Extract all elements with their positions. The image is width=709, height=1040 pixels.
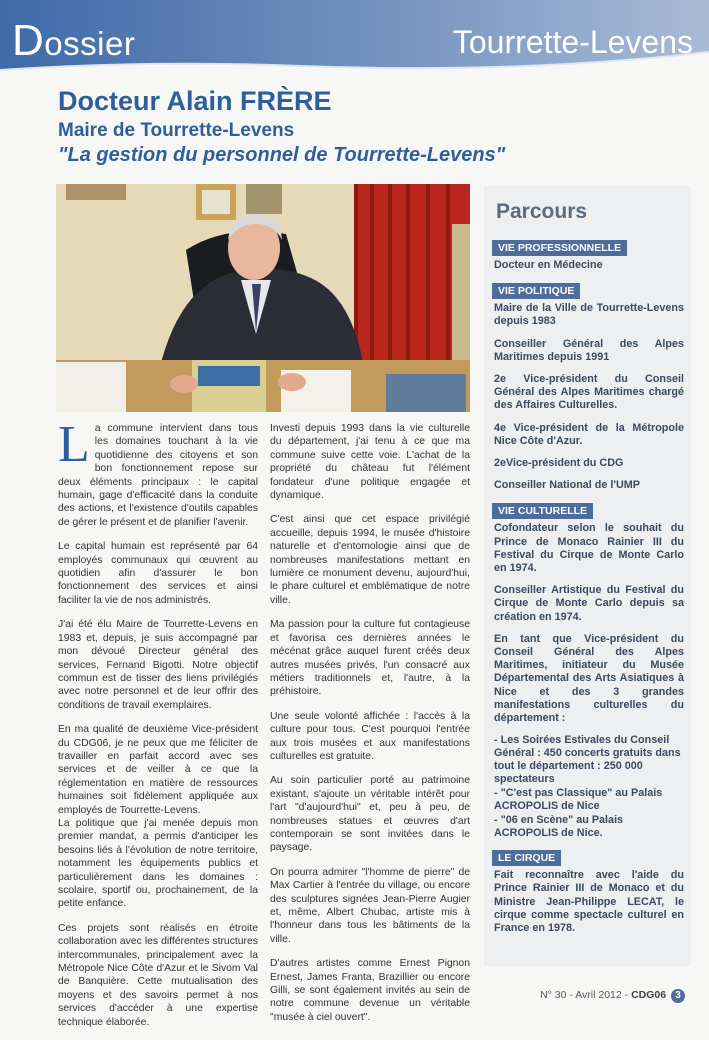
tag-vie-politique: VIE POLITIQUE [492,283,580,299]
sidebar-entry: 4e Vice-président de la Métropole Nice Côte d'Azur. [494,421,684,447]
tag-vie-culturelle: VIE CULTURELLE [492,503,593,519]
section-title: Tourrette-Levens [452,24,693,60]
page-footer [540,989,685,1003]
paragraph: Ces projets sont réalisés en étroite collaboration avec les différentes structures intercommunales, principalement avec la Métropole Nice Côte d'Azur et le Sivom Val de Banquière. Cette mutualisation des moyens et des savoirs permet à nos services d'accéder à une expertise technique élaborée. [58,922,258,1028]
issue-info: N° 30 - Avril 2012 - [540,989,629,1001]
sidebar-entry: Conseiller Artistique du Festival du Cirque de Monte Carlo depuis sa création en 1974. [494,584,684,623]
tag-vie-professionnelle: VIE PROFESSIONNELLE [492,240,627,256]
portrait-photo [56,184,470,412]
manifestations-list [494,734,684,840]
paragraph: Investi depuis 1993 dans la vie culturelle du département, j'ai tenu à ce que ma commune suive cette voie. L'achat de la propriété du château fut l'élément fondateur d'une politique engagée et dynamique. [270,423,470,502]
list-item: - Les Soirées Estivales du Conseil Général : 450 concerts gratuits dans tout le département : 250 000 spectateurs [494,734,681,786]
subtitle-role: Maire de Tourrette-Levens [58,120,295,141]
parcours-sidebar [484,186,691,966]
sidebar-entry: Conseiller National de l'UMP [494,479,640,492]
drop-cap: L [58,416,90,473]
subtitle-quote: "La gestion du personnel de Tourrette-Levens" [58,144,506,166]
paragraph: Le capital humain est représenté par 64 employés communaux qui œuvrent au quotidien afin d'assurer le bon fonctionnement des services et ainsi faciliter la vie de nos administrés. [58,541,258,606]
page-title: Docteur Alain FRÈRE [58,86,332,116]
sidebar-entry: Conseiller Général des Alpes Maritimes depuis 1991 [494,337,684,363]
magazine-name: CDG06 [631,989,667,1001]
list-item: - "06 en Scène" au Palais ACROPOLIS de Nice. [494,814,624,840]
article-column-2 [270,422,470,1035]
sidebar-entry: En tant que Vice-président du Conseil Général des Alpes Maritimes, initiateur du Musée Départemental des Arts Asiatiques à Nice et des 3 grandes manifestations culturelles du département : [494,632,684,725]
sidebar-entry: Fait reconnaître avec l'aide du Prince Rainier III de Monaco et du Ministre Jean-Philippe LECAT, le cirque comme spectacle culturel en France en 1978. [494,869,684,935]
list-item: - "C'est pas Classique" au Palais ACROPOLIS de Nice [494,787,663,813]
paragraph: En ma qualité de deuxième Vice-président du CDG06, je ne peux que me féliciter de travailler en parfait accord avec ses services et de veiller à ce que la réglementation en matière de ressources humaines soit fidèlement appliquée aux employés de Tourrette-Levens. [58,724,258,816]
paragraph: J'ai été élu Maire de Tourrette-Levens en 1983 et, depuis, je suis accompagné par mon dévoué Directeur général des services, Fernand Bigotti. Notre objectif commun est de tisser des liens privilégiés avec notre personnel et de leur offrir des conditions de travail exemplaires. [58,619,258,711]
paragraph: La politique que j'ai menée depuis mon premier mandat, a permis d'anticiper les besoins liés à l'évolution de notre territoire, notamment les équipements publics et particulièrement dans les domaines : scolaire, sportif ou, prochainement, de la petite enfance. [58,817,258,910]
page-number: 3 [671,989,685,1003]
paragraph: Une seule volonté affichée : l'accès à la culture pour tous. C'est pourquoi l'entrée aux trois musées et aux manifestations culturelles est gratuite. [270,710,470,762]
paragraph: Ma passion pour la culture fut contagieuse et favorisa ces dernières années le mécénat grâce auquel furent créés deux autres musées privés, l'un consacré aux métiers traditionnels et, l'autre, à la préhistoire. [270,619,470,698]
paragraph: La commune intervient dans tous les domaines touchant à la vie quotidienne des citoyens et son bon fonctionnement repose sur deux éléments principaux : le capital humain, gage d'efficacité dans la conduite des actions, et l'existence d'outils capables de gérer le présent et de planifier l'avenir. [58,416,258,528]
sidebar-entry: 2eVice-président du CDG [494,457,624,470]
dossier-label: Dossier [12,16,136,65]
article-column-1 [58,416,258,1040]
sidebar-entry: Maire de la Ville de Tourrette-Levens depuis 1983 [494,302,684,328]
sidebar-entry: Docteur en Médecine [494,259,603,271]
paragraph: Au soin particulier porté au patrimoine existant, s'ajoute un véritable intérêt pour l'art "d'aujourd'hui" et, peu à peu, de nombreuses statues et œuvres d'art contemporain se sont invitées dans le paysage. [270,775,470,854]
paragraph: C'est ainsi que cet espace privilégié accueille, depuis 1994, le musée d'histoire naturelle et d'entomologie ainsi que de nombreuses manifestations mettant en lumière ce monument devenu, aujourd'hui, le phare culturel et emblématique de notre ville. [270,514,470,606]
tag-le-cirque: LE CIRQUE [492,850,561,866]
paragraph: On pourra admirer "l'homme de pierre" de Max Cartier à l'entrée du village, ou encore des sculptures signées Jean-Pierre Augier et, même, Albert Chubac, artiste mis à l'honneur dans tous les bâtiments de la ville. [270,866,470,945]
header-banner [0,0,709,78]
sidebar-entry: Cofondateur selon le souhait du Prince de Monaco Rainier III du Festival du Cirque de Monte Carlo en 1974. [494,522,684,575]
paragraph: D'autres artistes comme Ernest Pignon Ernest, James Franta, Brazillier ou encore Gilli, se sont également invités au sein de notre commune devenue un véritable "musée à ciel ouvert". [270,958,470,1023]
sidebar-title: Parcours [496,200,588,223]
sidebar-entry: 2e Vice-président du Conseil Général des Alpes Maritimes chargé des Affaires Culturelles. [494,373,684,412]
